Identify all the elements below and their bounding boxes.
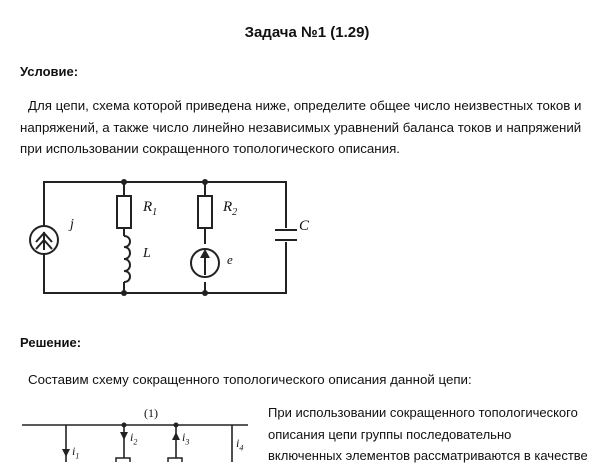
side-line: включенных элементов рассматриваются в качестве bbox=[268, 448, 588, 463]
graph-label-i2: $i_2$ bbox=[130, 430, 138, 447]
junction-dot bbox=[202, 290, 208, 296]
side-line: При использовании сокращенного топологического bbox=[268, 405, 578, 420]
label-r1: $R_1$ bbox=[143, 199, 158, 218]
label-c: C bbox=[299, 218, 310, 234]
label-r2: $R_2$ bbox=[223, 199, 238, 218]
graph-label-i4: $i_4$ bbox=[236, 436, 244, 453]
graph-label-i3: $i_3$ bbox=[182, 430, 190, 447]
current-source-symbol bbox=[30, 226, 58, 254]
graph-label-i1: $i_1$ bbox=[72, 444, 80, 461]
label-l: L bbox=[143, 246, 151, 261]
solution-intro: Составим схему сокращенного топологического описания данной цепи: bbox=[28, 372, 472, 387]
condition-line: напряжений, а также число линейно независимых уравнений баланса токов и напряжений bbox=[20, 119, 582, 135]
label-j: j bbox=[70, 217, 74, 232]
condition-line: при использовании сокращенного топологического описания. bbox=[20, 141, 400, 156]
label-e: e bbox=[227, 252, 233, 267]
junction-dot bbox=[202, 179, 208, 185]
junction-dot bbox=[121, 290, 127, 296]
junction-dot bbox=[121, 179, 127, 185]
condition-line: Для цепи, схема которой приведена ниже, определите общее число неизвестных токов и bbox=[28, 98, 582, 113]
emf-source-symbol bbox=[191, 249, 219, 277]
circuit-frame bbox=[44, 182, 286, 293]
inductor-symbol bbox=[124, 236, 130, 282]
solution-side-text bbox=[268, 402, 613, 467]
resistor-r1-symbol bbox=[117, 196, 131, 228]
resistor-r2-symbol bbox=[198, 196, 212, 228]
side-line: описания цепи группы последовательно bbox=[268, 426, 512, 442]
page-title: Задача №1 (1.29) bbox=[244, 24, 370, 41]
solution-heading: Решение: bbox=[20, 335, 82, 350]
capacitor-symbol bbox=[274, 228, 298, 242]
condition-text bbox=[20, 95, 610, 160]
condition-heading: Условие: bbox=[20, 64, 79, 79]
graph-node-1: (1) bbox=[144, 406, 158, 420]
